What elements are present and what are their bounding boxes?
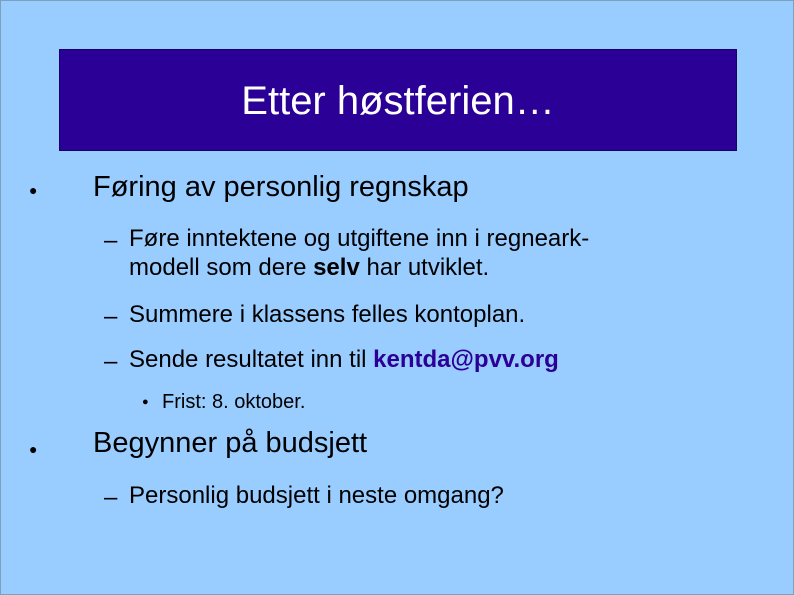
bullet-icon: ● (29, 182, 38, 198)
email-link[interactable]: kentda@pvv.org (373, 346, 559, 373)
section-heading: Føring av personlig regnskap (93, 171, 469, 203)
bold-text: selv (313, 253, 360, 281)
dash-icon: – (104, 227, 118, 254)
list-item-line (129, 254, 589, 283)
list-item: Personlig budsjett i neste omgang? (129, 482, 504, 509)
bullet-icon: ● (29, 441, 38, 457)
section-heading: Begynner på budsjett (93, 427, 368, 459)
title-box (59, 49, 737, 151)
text-run: modell som dere (129, 253, 314, 281)
list-item-line: Føre inntektene og utgiftene inn i regneark- (129, 225, 590, 252)
slide-title: Etter høstferien… (241, 79, 555, 123)
bullet-icon: ● (142, 396, 149, 408)
dash-icon: – (104, 484, 118, 511)
text-run: har utviklet. (359, 253, 490, 281)
dash-icon: – (104, 303, 118, 330)
text-run: Sende resultatet inn til (129, 346, 374, 373)
dash-icon: – (104, 348, 118, 375)
sub-item: Frist: 8. oktober. (162, 391, 306, 413)
list-item (129, 346, 559, 375)
list-item: Summere i klassens felles kontoplan. (129, 301, 526, 328)
list-item (129, 225, 589, 283)
